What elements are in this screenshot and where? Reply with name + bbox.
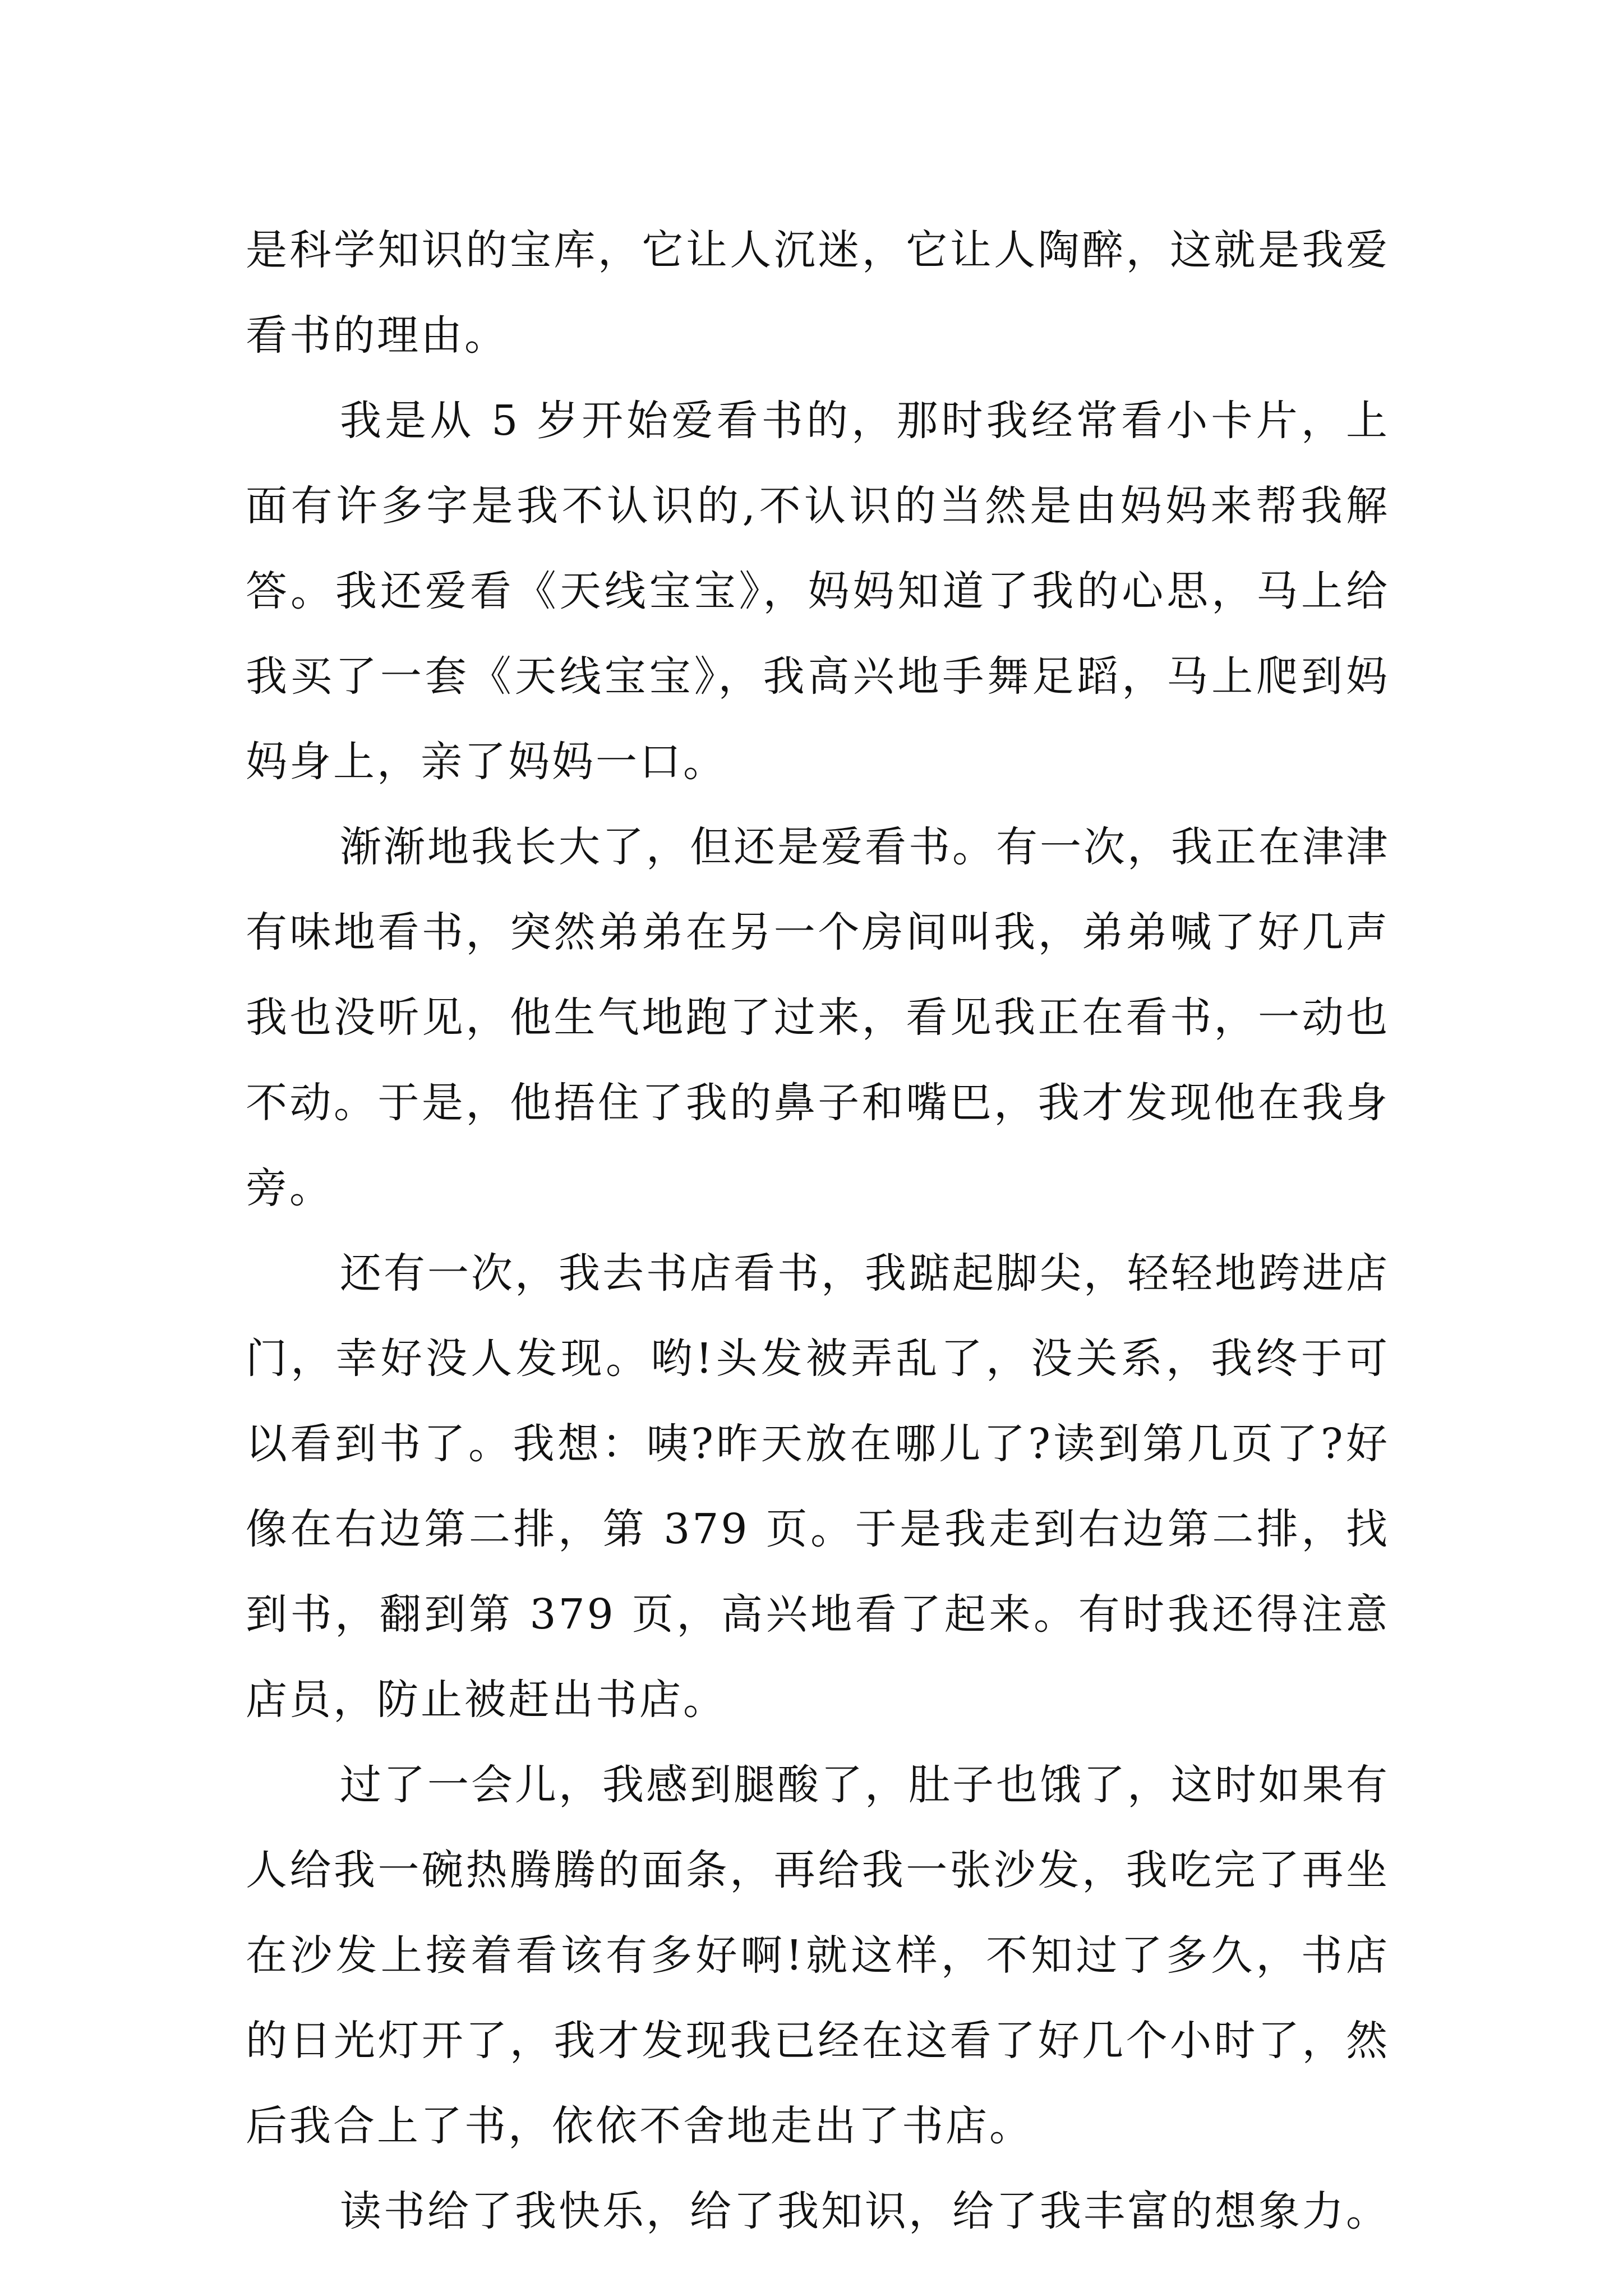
paragraph-5: 过了一会儿，我感到腿酸了，肚子也饿了，这时如果有人给我一碗热腾腾的面条，再给我一张沙发，我吃完了再坐在沙发上接着看该有多好啊!就这样，不知过了多久，书店的日光灯开了，我才发现我已经在这看了好几个小时了，然后我合上了书，依依不舍地走出了书店。	[246, 1761, 1390, 2150]
paragraph-3: 渐渐地我长大了，但还是爱看书。有一次，我正在津津有味地看书，突然弟弟在另一个房间叫我，弟弟喊了好几声我也没听见，他生气地跑了过来，看见我正在看书，一动也不动。于是，他捂住了我的鼻子和嘴巴，我才发现他在我身旁。	[246, 823, 1390, 1212]
paragraph-2: 我是从 5 岁开始爱看书的，那时我经常看小卡片，上面有许多字是我不认识的,不认识的当然是由妈妈来帮我解答。我还爱看《天线宝宝》，妈妈知道了我的心思，马上给我买了一套《天线宝宝》，我高兴地手舞足蹈，马上爬到妈妈身上，亲了妈妈一口。	[246, 397, 1390, 786]
paragraph-6: 读书给了我快乐，给了我知识，给了我丰富的想象力。	[340, 2187, 1390, 2235]
paragraph-4: 还有一次，我去书店看书，我踮起脚尖，轻轻地跨进店门，幸好没人发现。哟!头发被弄乱了，没关系，我终于可以看到书了。我想：咦?昨天放在哪儿了?读到第几页了?好像在右边第二排，第 379 页。于是我走到右边第二排，找到书，翻到第 379 页，高兴地看了起来。有时我还得注意店员，防止被赶出书店。	[246, 1249, 1390, 1724]
document-body	[246, 208, 1390, 2254]
paragraph-1: 是科学知识的宝库，它让人沉迷，它让人陶醉，这就是我爱看书的理由。	[246, 226, 1390, 360]
